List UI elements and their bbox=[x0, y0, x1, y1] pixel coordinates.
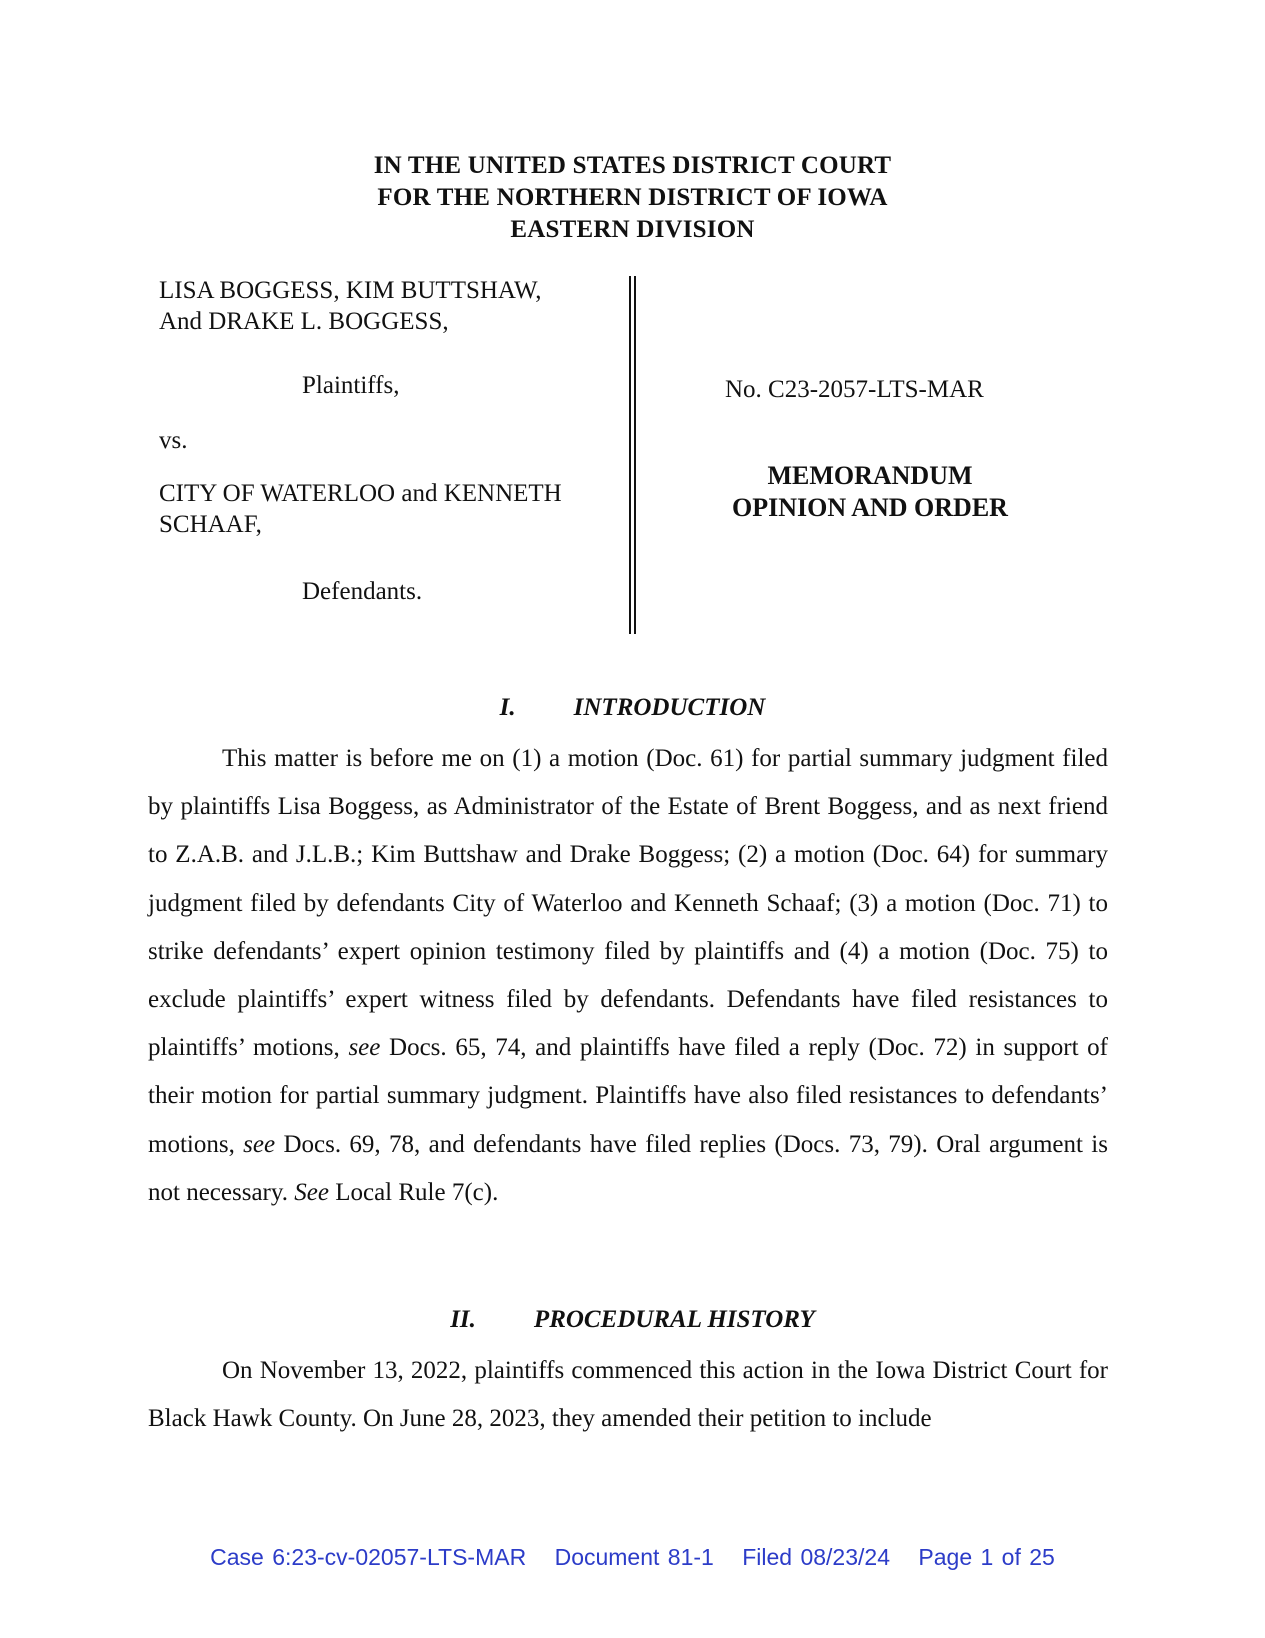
footer-document: Document 81-1 bbox=[554, 1544, 714, 1570]
filing-footer bbox=[0, 1544, 1265, 1571]
defendants-label: Defendants. bbox=[302, 578, 423, 605]
footer-filed: Filed 08/23/24 bbox=[742, 1544, 890, 1570]
intro-see-1: see bbox=[348, 1034, 381, 1062]
footer-page: Page 1 of 25 bbox=[918, 1544, 1055, 1570]
caption-divider bbox=[629, 276, 631, 634]
court-heading-line-1: IN THE UNITED STATES DISTRICT COURT bbox=[373, 152, 892, 179]
versus-label: vs. bbox=[159, 427, 188, 454]
defendants-line-2: SCHAAF, bbox=[159, 511, 262, 538]
plaintiffs-line-2: And DRAKE L. BOGGESS, bbox=[159, 308, 449, 335]
section-title: INTRODUCTION bbox=[573, 694, 766, 721]
procedural-history-text: On November 13, 2022, plaintiffs commenced this action in the Iowa District Court for Black Hawk County. On June 28, 2023, they amended their petition to include bbox=[148, 1357, 1108, 1433]
intro-see-3: See bbox=[294, 1178, 329, 1206]
intro-text-part-3: Docs. 69, 78, and defendants have filed replies (Docs. 73, 79). Oral argument is not necessary. bbox=[148, 1130, 1108, 1206]
section-heading-introduction bbox=[0, 694, 1265, 722]
intro-text-part-1: This matter is before me on (1) a motion (Doc. 61) for partial summary judgment filed by plaintiffs Lisa Boggess, as Administrator of the Estate of Brent Boggess, and as next friend to Z.A.B. and J.L.B.; Kim Buttshaw and Drake Boggess; (2) a motion (Doc. 64) for summary judgment filed by defendants City of Waterloo and Kenneth Schaaf; (3) a motion (Doc. 71) to strike defendants’ expert opinion testimony filed by plaintiffs and (4) a motion (Doc. 75) to exclude plaintiffs’ expert witness filed by defendants. Defendants have filed resistances to plaintiffs’ motions, bbox=[148, 745, 1108, 1062]
introduction-paragraph bbox=[148, 735, 1108, 1217]
plaintiffs-line-1: LISA BOGGESS, KIM BUTTSHAW, bbox=[159, 277, 542, 304]
intro-see-2: see bbox=[243, 1130, 276, 1158]
caption-divider-double bbox=[634, 276, 636, 634]
section-number: II. bbox=[450, 1306, 476, 1333]
court-heading bbox=[0, 150, 1265, 246]
intro-text-part-2: Docs. 65, 74, and plaintiffs have filed a reply (Doc. 72) in support of their motion for partial summary judgment. Plaintiffs have also filed resistances to defendants’ motions, bbox=[148, 1034, 1109, 1158]
document-title-line-2: OPINION AND ORDER bbox=[732, 493, 1008, 522]
document-title-line-1: MEMORANDUM bbox=[767, 461, 973, 490]
intro-text-part-4: Local Rule 7(c). bbox=[328, 1178, 499, 1206]
procedural-history-paragraph bbox=[148, 1347, 1108, 1443]
court-heading-line-2: FOR THE NORTHERN DISTRICT OF IOWA bbox=[377, 184, 888, 211]
defendants-line-1: CITY OF WATERLOO and KENNETH bbox=[159, 480, 562, 507]
plaintiffs-names bbox=[159, 275, 619, 337]
plaintiffs-label: Plaintiffs, bbox=[302, 372, 400, 399]
section-title: PROCEDURAL HISTORY bbox=[533, 1306, 815, 1333]
footer-case: Case 6:23-cv-02057-LTS-MAR bbox=[210, 1544, 527, 1570]
document-title bbox=[700, 460, 1040, 524]
section-number: I. bbox=[499, 694, 516, 721]
defendants-names bbox=[159, 478, 619, 540]
case-number: No. C23-2057-LTS-MAR bbox=[725, 376, 984, 403]
section-heading-procedural-history bbox=[0, 1306, 1265, 1334]
court-heading-line-3: EASTERN DIVISION bbox=[510, 216, 755, 243]
